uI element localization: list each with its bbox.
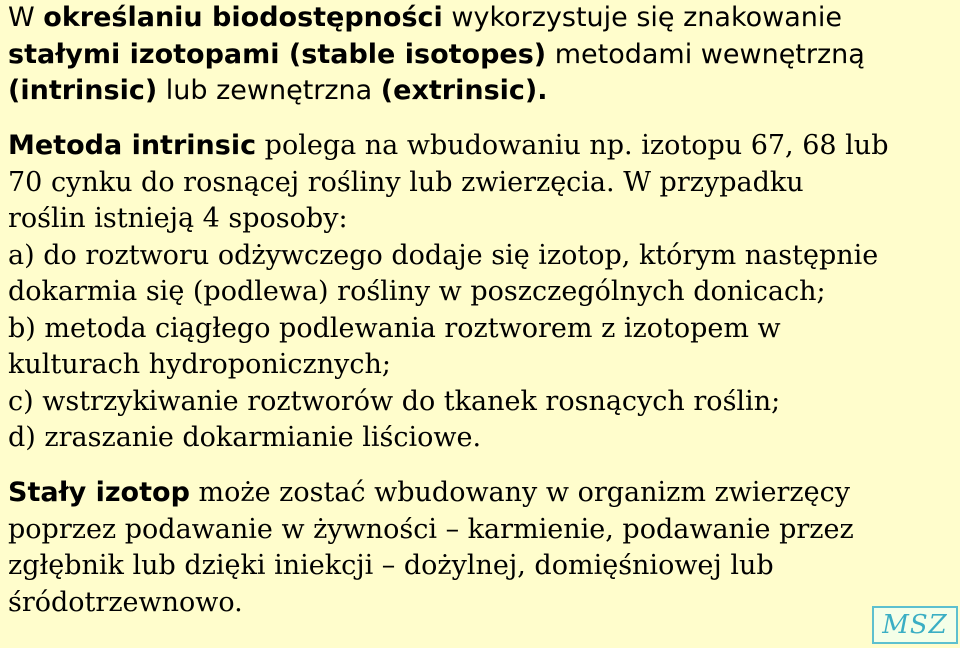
intro-text: W <box>8 2 44 33</box>
intrinsic-line-4: a) do roztworu odżywczego dodaje się izotop, którym następnie <box>8 239 879 271</box>
paragraph-stable-isotope <box>8 475 854 621</box>
intro-bold-term: (extrinsic). <box>380 75 548 106</box>
stable-bold-term: Stały izotop <box>8 477 190 508</box>
intro-text: lub zewnętrzna <box>157 75 381 106</box>
intro-line-1 <box>8 0 865 37</box>
intrinsic-line-5: dokarmia się (podlewa) rośliny w poszczególnych donicach; <box>8 276 826 307</box>
intrinsic-line-9: d) zraszanie dokarmianie liściowe. <box>8 422 482 453</box>
stable-line-1 <box>8 475 854 512</box>
intro-line-3 <box>8 73 865 110</box>
intro-text: metodami wewnętrzną <box>546 38 865 70</box>
intrinsic-line-3: roślin istnieją 4 sposoby: <box>8 203 348 234</box>
intro-line-2 <box>8 37 865 74</box>
intrinsic-line-6: b) metoda ciągłego podlewania roztworem z izotopem w <box>8 312 781 344</box>
intrinsic-line-2: 70 cynku do rosnącej rośliny lub zwierzęcia. W przypadku <box>8 166 804 198</box>
stable-line-4: śródotrzewnowo. <box>8 586 243 618</box>
intro-bold-term: określaniu biodostępności <box>43 2 443 33</box>
intro-text: wykorzystuje się znakowanie <box>442 2 842 33</box>
intrinsic-line-8: c) wstrzykiwanie roztworów do tkanek rosnących roślin; <box>8 385 781 417</box>
intrinsic-text: polega na wbudowaniu np. izotopu 67, 68 lub <box>256 130 889 161</box>
stable-line-3: zgłębnik lub dzięki iniekcji – dożylnej, domięśniowej lub <box>8 550 774 581</box>
intrinsic-line-7: kulturach hydroponicznych; <box>8 349 391 380</box>
intrinsic-bold-term: Metoda intrinsic <box>8 130 257 161</box>
msz-badge[interactable]: MSZ <box>872 606 958 644</box>
intrinsic-line-1 <box>8 128 888 165</box>
stable-line-2: poprzez podawanie w żywności – karmienie, podawanie przez <box>8 513 854 545</box>
intro-bold-term: (intrinsic) <box>8 75 158 106</box>
paragraph-intrinsic <box>8 128 888 457</box>
intro-bold-term: stałymi izotopami (stable isotopes) <box>8 38 547 70</box>
stable-text: może zostać wbudowany w organizm zwierzęcy <box>189 477 850 508</box>
paragraph-intro <box>8 0 865 110</box>
